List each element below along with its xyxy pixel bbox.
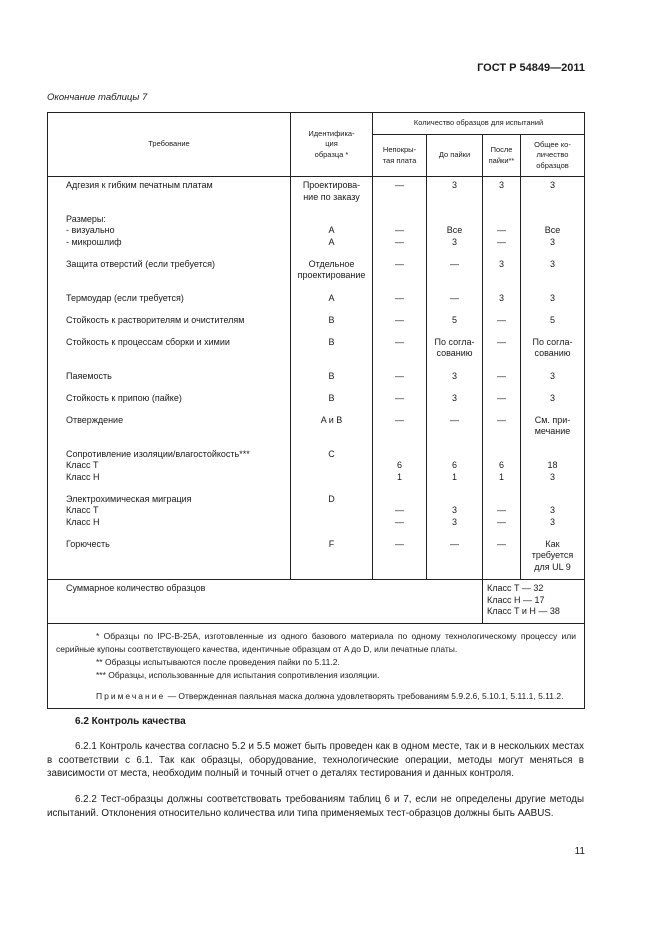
cell-after: 3 bbox=[483, 177, 521, 211]
cell-unsoldered: — — bbox=[373, 491, 427, 536]
cell-before: Все 3 bbox=[427, 211, 483, 256]
table-row bbox=[48, 211, 585, 256]
cell-before: — bbox=[427, 290, 483, 312]
cell-total: Все 3 bbox=[521, 211, 585, 256]
header-before-soldering: До пайки bbox=[427, 135, 483, 177]
cell-before: 3 bbox=[427, 368, 483, 390]
cell-after: — — bbox=[483, 211, 521, 256]
cell-total: 3 bbox=[521, 290, 585, 312]
cell-after: — bbox=[483, 536, 521, 580]
table-row bbox=[48, 334, 585, 368]
table-notes bbox=[48, 623, 585, 708]
cell-total: 18 3 bbox=[521, 446, 585, 491]
cell-unsoldered: — bbox=[373, 290, 427, 312]
p1-text: 6.2.1 Контроль качества согласно 5.2 и 5.5 может быть проведен как в одном месте, так и в нескольких местах в соответствии с 6.1. Так как образцы, оборудование, технологические операции, методы могут меняться в зависимости от места, необходим полный и точный отчет о деталях тестирования и данных контроля. bbox=[47, 741, 584, 779]
paragraph-text bbox=[47, 793, 584, 820]
cell-after: 3 bbox=[483, 256, 521, 290]
cell-requirement: Паяемость bbox=[48, 368, 291, 390]
header-after-soldering: После пайки** bbox=[483, 135, 521, 177]
cell-id: C bbox=[291, 446, 373, 491]
cell-id: B bbox=[291, 334, 373, 368]
table-row bbox=[48, 312, 585, 334]
cell-unsoldered: — bbox=[373, 334, 427, 368]
note-2: ** Образцы испытываются после проведения пайки по 5.11.2. bbox=[96, 656, 340, 667]
cell-unsoldered: 6 1 bbox=[373, 446, 427, 491]
header-total-quantity: Общее ко- личество образцов bbox=[521, 135, 585, 177]
cell-unsoldered: — bbox=[373, 412, 427, 446]
table-row bbox=[48, 390, 585, 412]
cell-requirement: Отверждение bbox=[48, 412, 291, 446]
page-number: 11 bbox=[574, 846, 585, 857]
cell-after: — bbox=[483, 368, 521, 390]
cell-unsoldered: — — bbox=[373, 211, 427, 256]
cell-requirement: Горючесть bbox=[48, 536, 291, 580]
remark-word: Примечание bbox=[96, 690, 166, 701]
cell-id: A bbox=[291, 290, 373, 312]
remark bbox=[56, 690, 576, 703]
cell-before: — bbox=[427, 536, 483, 580]
cell-id: F bbox=[291, 536, 373, 580]
table-caption: Окончание таблицы 7 bbox=[47, 92, 148, 103]
cell-before: — bbox=[427, 412, 483, 446]
remark-text: — Отвержденная паяльная маска должна удовлетворять требованиям 5.9.2.6, 5.10.1, 5.11.1, 5.11.2. bbox=[165, 690, 564, 701]
cell-unsoldered: — bbox=[373, 177, 427, 211]
cell-after: — bbox=[483, 390, 521, 412]
cell-total: 3 bbox=[521, 256, 585, 290]
cell-unsoldered: — bbox=[373, 390, 427, 412]
total-row bbox=[48, 580, 585, 624]
cell-total: Как требуется для UL 9 bbox=[521, 536, 585, 580]
cell-id: D bbox=[291, 491, 373, 536]
header-requirement: Требование bbox=[48, 113, 291, 177]
cell-after: 3 bbox=[483, 290, 521, 312]
total-label: Суммарное количество образцов bbox=[48, 580, 483, 624]
cell-requirement: Адгезия к гибким печатным платам bbox=[48, 177, 291, 211]
cell-before: 6 1 bbox=[427, 446, 483, 491]
cell-unsoldered: — bbox=[373, 368, 427, 390]
cell-id: A и B bbox=[291, 412, 373, 446]
notes-row bbox=[48, 623, 585, 708]
cell-after: — bbox=[483, 412, 521, 446]
cell-before: 5 bbox=[427, 312, 483, 334]
cell-id: B bbox=[291, 312, 373, 334]
cell-before: По согла- сованию bbox=[427, 334, 483, 368]
cell-total: 3 bbox=[521, 177, 585, 211]
paragraph-text bbox=[47, 740, 584, 781]
table-row bbox=[48, 177, 585, 211]
cell-total: 5 bbox=[521, 312, 585, 334]
header-identification: Идентифика- ция образца * bbox=[291, 113, 373, 177]
cell-total: По согла- сованию bbox=[521, 334, 585, 368]
cell-requirement: Электрохимическая миграция Класс T Класс H bbox=[48, 491, 291, 536]
cell-total: 3 bbox=[521, 368, 585, 390]
note-3: *** Образцы, использованные для испытания сопротивления изоляции. bbox=[96, 669, 380, 680]
cell-id: Отдельное проектирование bbox=[291, 256, 373, 290]
table-row bbox=[48, 368, 585, 390]
cell-id: B bbox=[291, 368, 373, 390]
cell-unsoldered: — bbox=[373, 536, 427, 580]
cell-requirement: Стойкость к процессам сборки и химии bbox=[48, 334, 291, 368]
paragraph-6-2-2 bbox=[47, 793, 584, 820]
cell-requirement: Стойкость к припою (пайке) bbox=[48, 390, 291, 412]
cell-after: — — bbox=[483, 491, 521, 536]
cell-before: 3 3 bbox=[427, 491, 483, 536]
cell-requirement: Сопротивление изоляции/влагостойкость*** Класс T Класс H bbox=[48, 446, 291, 491]
cell-id: A A bbox=[291, 211, 373, 256]
cell-requirement: Размеры: - визуально - микрошлиф bbox=[48, 211, 291, 256]
cell-after: — bbox=[483, 312, 521, 334]
paragraph-6-2-1 bbox=[47, 740, 584, 781]
cell-total: 3 3 bbox=[521, 491, 585, 536]
cell-total: См. при- мечание bbox=[521, 412, 585, 446]
cell-unsoldered: — bbox=[373, 256, 427, 290]
samples-table bbox=[47, 112, 585, 709]
cell-unsoldered: — bbox=[373, 312, 427, 334]
header-quantity-group: Количество образцов для испытаний bbox=[373, 113, 585, 135]
cell-requirement: Термоудар (если требуется) bbox=[48, 290, 291, 312]
total-value: Класс T — 32 Класс H — 17 Класс T и H — 38 bbox=[483, 580, 585, 624]
standard-header: ГОСТ Р 54849—2011 bbox=[477, 62, 585, 74]
cell-total: 3 bbox=[521, 390, 585, 412]
table-row bbox=[48, 412, 585, 446]
cell-before: 3 bbox=[427, 177, 483, 211]
cell-requirement: Стойкость к растворителям и очистителям bbox=[48, 312, 291, 334]
cell-id: Проектирова- ние по заказу bbox=[291, 177, 373, 211]
table-row bbox=[48, 536, 585, 580]
header-unsoldered: Непокры- тая плата bbox=[373, 135, 427, 177]
section-title: 6.2 Контроль качества bbox=[75, 716, 186, 727]
cell-requirement: Защита отверстий (если требуется) bbox=[48, 256, 291, 290]
note-1: * Образцы по IPC-B-25A, изготовленные из одного базового материала по одному технологическому процессу или серийные купоны соответствующего качества, идентичные образцам от A до D, или печатные платы. bbox=[56, 630, 576, 654]
table-row bbox=[48, 446, 585, 491]
cell-before: 3 bbox=[427, 390, 483, 412]
table-row bbox=[48, 256, 585, 290]
cell-id: B bbox=[291, 390, 373, 412]
cell-after: 6 1 bbox=[483, 446, 521, 491]
cell-before: — bbox=[427, 256, 483, 290]
cell-after: — bbox=[483, 334, 521, 368]
table-row bbox=[48, 290, 585, 312]
p2-text: 6.2.2 Тест-образцы должны соответствовать требованиям таблиц 6 и 7, если не определены другие методы испытаний. Отклонения относительно количества или типа применяемых тест-образцов должны быть AABUS. bbox=[47, 794, 584, 819]
table-row bbox=[48, 491, 585, 536]
